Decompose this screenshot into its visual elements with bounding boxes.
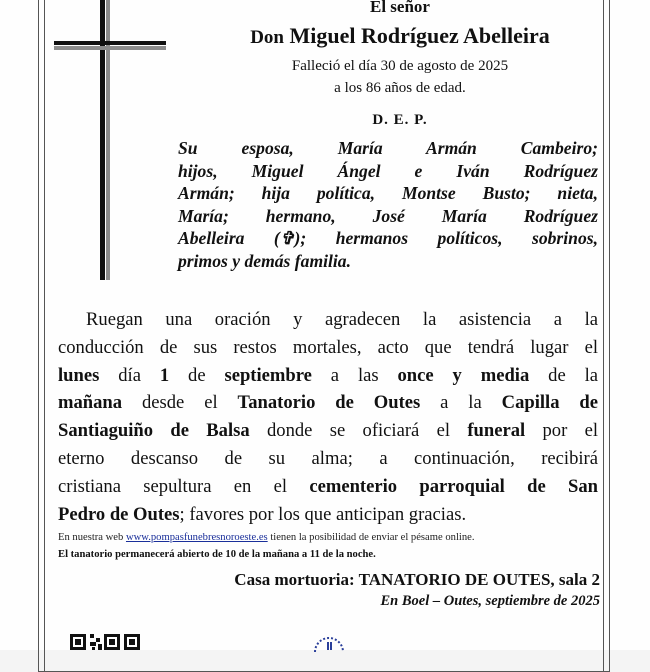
deceased-name [200,23,600,49]
funeral-home-line: Casa mortuoria: TANATORIO DE OUTES, sala 2 [234,570,600,589]
ceremony-paragraph [58,306,598,528]
name-text: Miguel Rodríguez Abelleira [289,23,550,48]
body-line: cristiana sepultura en el cementerio parroquial de San [58,475,599,497]
family-line: hijos, Miguel Ángel e Iván Rodríguez [178,160,598,181]
family-line: primos y demás familia. [178,250,351,271]
family-line: Su esposa, María Armán Cambeiro; [178,138,598,158]
body-line: eterno descanso de su alma; a continuación, recibirá [58,447,598,469]
body-line: Santiaguiño de Balsa donde se oficiará el funeral por el [58,420,598,442]
place-date-line: En Boel – Outes, septiembre de 2025 [380,593,600,609]
dep-line: D. E. P. [372,112,428,128]
qr-code-icon [70,634,140,650]
body-line: conducción de sus restos mortales, acto que tendrá lugar el [58,336,598,358]
family-line: Abelleira (✞); hermanos políticos, sobrinos, [178,228,598,248]
web-note: En nuestra web www.pompasfunebresnoroeste.es tienen la posibilidad de enviar el pésame online. [58,532,475,543]
company-logo-icon [312,634,346,652]
body-line: lunes día 1 de septiembre a las once y media de la [58,364,599,386]
death-date: Falleció el día 30 de agosto de 2025 [291,58,509,74]
website-link[interactable]: www.pompasfunebresnoroeste.es [125,532,268,543]
opening-hours-note: El tanatorio permanecerá abierto de 10 de la mañana a 11 de la noche. [58,549,376,560]
family-line: María; hermano, José María Rodríguez [178,205,598,226]
family-line: Armán; hija política, Montse Busto; nieta, [178,183,598,203]
title-el-senor: El señor [370,0,430,16]
body-line: Pedro de Outes; favores por los que anticipan gracias. [58,503,467,525]
name-prefix: Don [250,27,284,48]
family-paragraph [178,137,598,272]
latin-cross-icon [54,0,166,285]
body-line: Ruegan una oración y agradecen la asistencia a la [86,309,598,330]
age-line: a los 86 años de edad. [334,80,466,96]
body-line: mañana desde el Tanatorio de Outes a la Capilla de [58,392,598,414]
